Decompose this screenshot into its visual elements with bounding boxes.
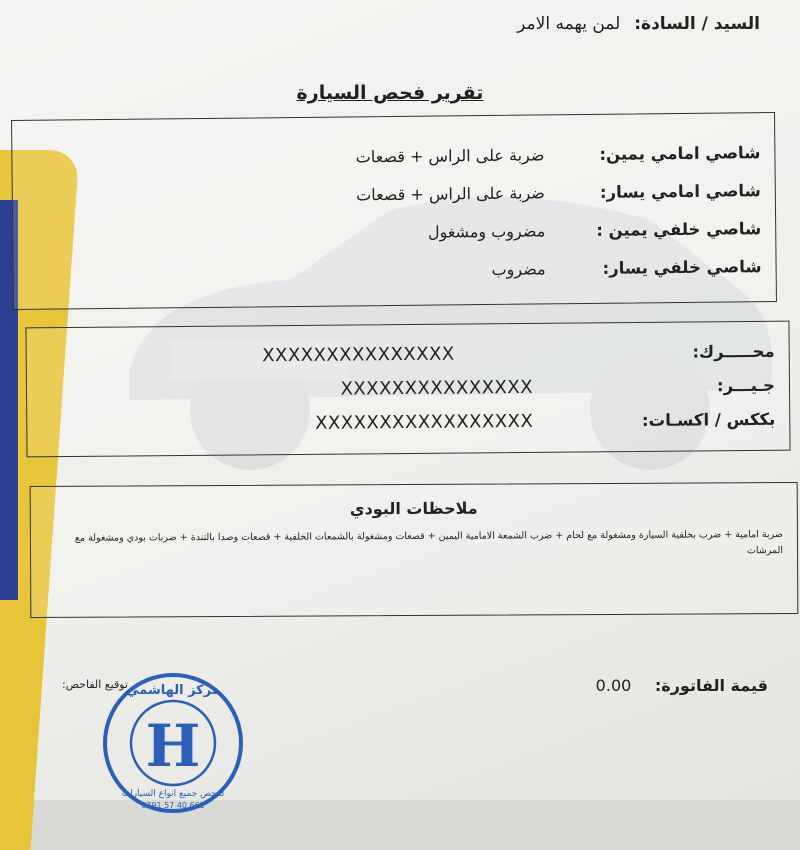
- chassis-label: شاصي خلفي يمين :: [596, 218, 762, 240]
- examiner-signature-label: توقيع الفاحص:: [62, 678, 128, 691]
- chassis-label: شاصي خلفي يسار:: [602, 256, 762, 278]
- invoice-amount: 0.00: [595, 676, 632, 695]
- chassis-row-rear-right: [13, 213, 775, 251]
- axles-value: XXXXXXXXXXXXXXXXX: [315, 410, 534, 434]
- invoice-label: قيمة الفاتورة:: [654, 676, 768, 695]
- chassis-value: مضروب: [491, 258, 546, 279]
- chassis-row-rear-left: [13, 251, 775, 289]
- stamp-letter: H: [145, 712, 201, 780]
- body-notes-text: ضربة امامية + ضرب بخلفية السيارة ومشغولة مع لحام + ضرب الشمعة الامامية اليمين + قصعات ومشغولة بالشمعات الخلفية + قصعات وصدا بالتندة + ضربات بودي ومشغولة مع المرشات: [74, 529, 784, 557]
- body-notes-section: [30, 482, 799, 618]
- addressee-value: لمن يهمه الامر: [517, 14, 621, 34]
- chassis-value: مضروب ومشغول: [427, 220, 546, 242]
- engine-value: XXXXXXXXXXXXXXX: [262, 343, 455, 366]
- chassis-row-front-left: [13, 175, 775, 213]
- report-title: تقرير فحص السيارة: [296, 82, 484, 104]
- engine-row: [27, 336, 789, 373]
- chassis-value: ضربة على الراس + قصعات: [356, 182, 545, 204]
- chassis-label: شاصي امامي يمين:: [599, 142, 761, 164]
- addressee-line: [517, 14, 760, 34]
- axles-label: بككس / اكسـات:: [641, 409, 776, 430]
- mechanical-section: [25, 321, 790, 458]
- gear-value: XXXXXXXXXXXXXXX: [340, 376, 534, 400]
- chassis-value: ضربة على الراس + قصعات: [355, 144, 545, 166]
- gear-row: [27, 370, 789, 407]
- chassis-section: [11, 112, 777, 310]
- body-notes-title: ملاحظات البودي: [349, 498, 478, 519]
- axles-row: [27, 404, 789, 441]
- chassis-label: شاصي امامي يسار:: [599, 180, 761, 202]
- stamp-bottom-text: لفحص جميع انواع السيارات: [121, 789, 225, 799]
- chassis-row-front-right: [12, 137, 774, 175]
- company-stamp-icon: [98, 668, 248, 818]
- stamp-top-text: مركز الهاشمي: [126, 683, 220, 698]
- invoice-line: [596, 676, 768, 695]
- engine-label: محـــــرك:: [692, 341, 775, 362]
- stamp-phone: 0791 57 40 661: [141, 801, 205, 810]
- gear-label: جـيـــر:: [716, 375, 776, 395]
- addressee-label: السيد / السادة:: [634, 14, 760, 34]
